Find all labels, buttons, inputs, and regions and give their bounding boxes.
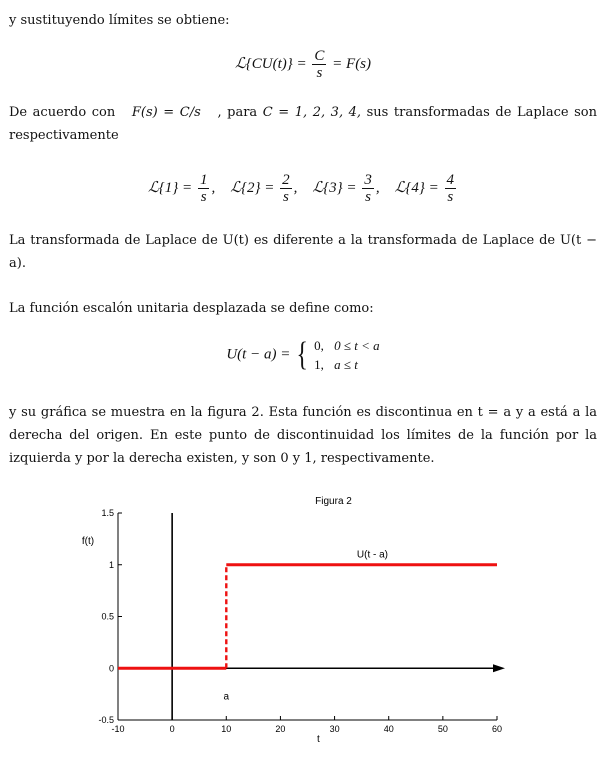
x-tick-label: 40 — [383, 724, 394, 734]
paragraph-diferente: La transformada de Laplace de U(t) es diferente a la transformada de Laplace de U(t − a). — [9, 233, 597, 271]
p2-e: sus transformadas de Laplace son respectivamente — [9, 105, 597, 143]
p2-c: , para — [217, 105, 258, 120]
eq2-sep: , — [375, 179, 380, 196]
y-tick-label: 0 — [108, 663, 114, 674]
eq2-sep: , — [211, 179, 216, 196]
p2-d: C = 1, 2, 3, 4, — [262, 105, 362, 120]
case-2-value: 1, — [314, 357, 324, 372]
y-tick-label: 1.5 — [101, 508, 114, 518]
eq2-numerator: 4 — [446, 172, 454, 188]
eq2-denominator: s — [447, 189, 454, 205]
x-tick-label: 10 — [221, 724, 232, 734]
x-tick-label: 0 — [169, 724, 175, 734]
eq2-numerator: 2 — [282, 172, 290, 188]
chart-title: Figura 2 — [315, 496, 352, 507]
eq2-sep: , — [293, 179, 298, 196]
eq2-numerator: 1 — [199, 172, 208, 188]
paragraph-intro: y sustituyendo límites se obtiene: — [9, 13, 230, 28]
x-tick-label: 60 — [491, 724, 503, 734]
paragraph-definicion: La función escalón unitaria desplazada se define como: — [9, 301, 374, 316]
case-1-condition: 0 ≤ t < a — [334, 338, 380, 353]
eq2-denominator: s — [365, 189, 371, 205]
eq1-rhs: = F(s) — [332, 55, 372, 72]
eq2-lhs: ℒ{3} = — [312, 179, 357, 196]
p2-a: De acuerdo con — [9, 105, 116, 120]
eq2-numerator: 3 — [364, 172, 372, 188]
eq1-lhs: ℒ{CU(t)} = — [234, 55, 307, 72]
paragraph-grafica: y su gráfica se muestra en la figura 2. Esta función es discontinua en t = a y a está a la derecha del origen. En este punto de discontinuidad los límites de la función por la izquierda y por la derecha existen, y son 0 y 1, respectivamente. — [9, 405, 597, 466]
eq2-denominator: s — [282, 189, 289, 205]
x-tick-label: 30 — [329, 724, 340, 734]
x-tick-label: 50 — [437, 724, 448, 734]
chart-layer — [82, 496, 505, 745]
eq2-lhs: ℒ{4} = — [394, 179, 439, 196]
x-axis-label: t — [316, 734, 320, 745]
x-axis-arrowhead — [493, 664, 505, 672]
y-tick-label: 1 — [108, 559, 114, 570]
y-tick-label: -0.5 — [98, 715, 114, 725]
series-label: U(t - a) — [356, 549, 389, 561]
eq1-denominator: s — [316, 65, 323, 81]
left-brace: { — [296, 336, 308, 373]
eq2-denominator: s — [200, 189, 207, 205]
eq1-numerator: C — [314, 48, 325, 64]
case-2-condition: a ≤ t — [334, 357, 358, 372]
eq2-lhs: ℒ{1} = — [148, 179, 193, 196]
x-tick-label: 20 — [275, 724, 286, 734]
y-axis-label: f(t) — [81, 536, 95, 548]
eq3-lhs: U(t − a) = — [226, 346, 291, 363]
x-tick-label: -10 — [111, 724, 125, 734]
eq2-lhs: ℒ{2} = — [230, 179, 275, 196]
discontinuity-label: a — [223, 691, 230, 703]
p2-b: F(s) = C/s — [131, 105, 201, 120]
y-tick-label: 0.5 — [101, 611, 114, 622]
case-1-value: 0, — [314, 338, 324, 353]
